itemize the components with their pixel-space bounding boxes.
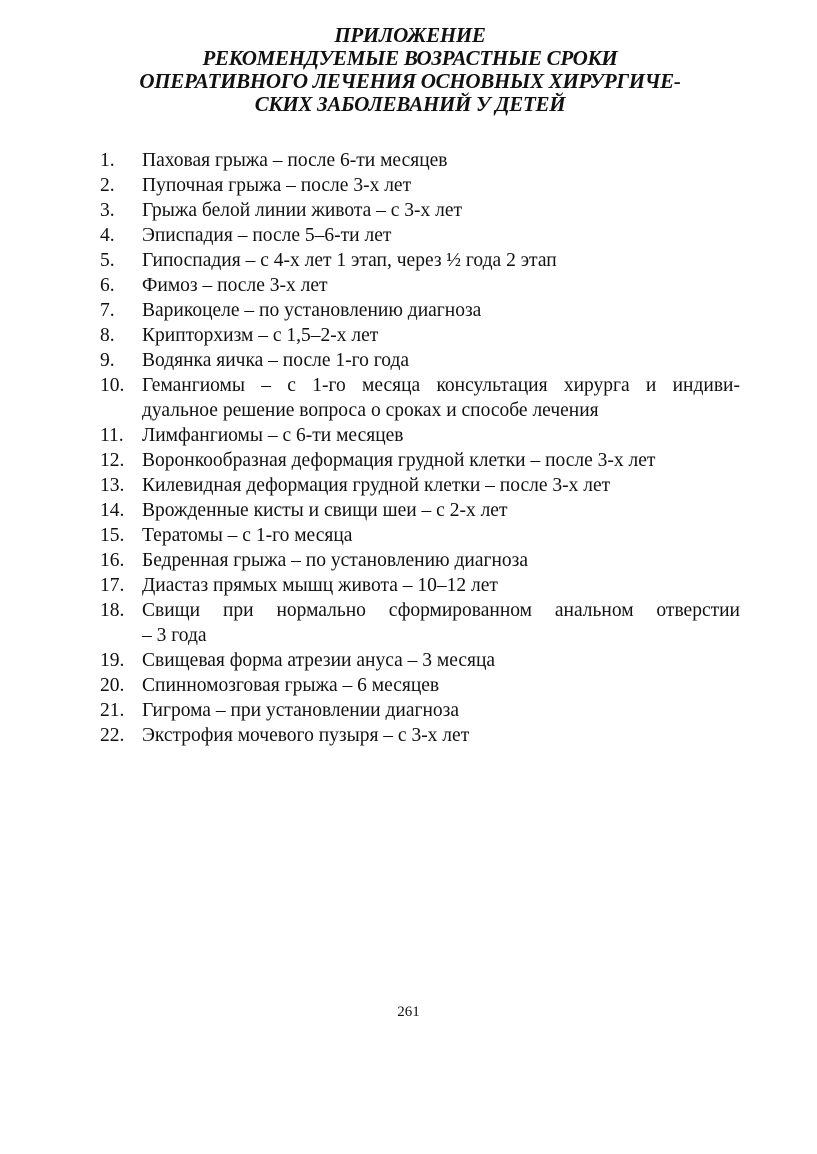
item-text: Крипторхизм – с 1,5–2-х лет (142, 325, 379, 346)
heading-line: РЕКОМЕНДУЕМЫЕ ВОЗРАСТНЫЕ СРОКИ (202, 46, 618, 70)
list-item (100, 373, 740, 423)
item-number: 6. (100, 275, 115, 296)
list-item (100, 248, 740, 273)
item-text: Грыжа белой линии живота – с 3-х лет (142, 200, 463, 221)
item-number: 5. (100, 250, 115, 271)
item-number: 14. (100, 500, 125, 521)
item-text: Гипоспадия – с 4-х лет 1 этап, через ½ года 2 этап (142, 250, 557, 271)
item-text: Водянка яичка – после 1-го года (142, 350, 410, 371)
item-number: 13. (100, 475, 125, 496)
list-item (100, 273, 740, 298)
list-item (100, 598, 740, 648)
list-item (100, 323, 740, 348)
list-item (100, 348, 740, 373)
item-text: Варикоцеле – по установлению диагноза (142, 300, 482, 321)
page-number: 261 (397, 1004, 420, 1020)
item-number: 9. (100, 350, 115, 371)
item-text: Гемангиомы – с 1-го месяца консультация хирурга и индиви- (142, 375, 740, 396)
item-text: Лимфангиомы – с 6-ти месяцев (142, 425, 404, 446)
item-number: 1. (100, 150, 115, 171)
item-text: Эписпадия – после 5–6-ти лет (142, 225, 392, 246)
item-number: 8. (100, 325, 115, 346)
surgery-age-list (100, 148, 740, 748)
item-text: Гигрома – при установлении диагноза (142, 700, 460, 721)
item-number: 16. (100, 550, 125, 571)
item-text-continuation: – 3 года (142, 625, 207, 646)
list-item (100, 148, 740, 173)
list-item (100, 573, 740, 598)
item-text: Бедренная грыжа – по установлению диагноза (142, 550, 529, 571)
list-item (100, 673, 740, 698)
item-number: 10. (100, 375, 125, 396)
item-text: Врожденные кисты и свищи шеи – с 2-х лет (142, 500, 508, 521)
item-text: Свищевая форма атрезии ануса – 3 месяца (142, 650, 496, 671)
list-item (100, 298, 740, 323)
item-number: 15. (100, 525, 125, 546)
item-text: Фимоз – после 3-х лет (142, 275, 328, 296)
item-number: 21. (100, 700, 125, 721)
item-text: Спинномозговая грыжа – 6 месяцев (142, 675, 440, 696)
item-number: 4. (100, 225, 115, 246)
list-item (100, 423, 740, 448)
list-item (100, 698, 740, 723)
item-text-continuation: дуальное решение вопроса о сроках и способе лечения (142, 400, 599, 421)
item-number: 3. (100, 200, 115, 221)
item-text: Пупочная грыжа – после 3-х лет (142, 175, 412, 196)
list-item (100, 198, 740, 223)
item-number: 11. (100, 425, 124, 446)
list-item (100, 473, 740, 498)
item-number: 7. (100, 300, 115, 321)
item-text: Килевидная деформация грудной клетки – после 3-х лет (142, 475, 611, 496)
item-number: 17. (100, 575, 125, 596)
item-text: Тератомы – с 1-го месяца (142, 525, 353, 546)
item-number: 22. (100, 725, 125, 746)
item-number: 18. (100, 600, 125, 621)
item-number: 19. (100, 650, 125, 671)
list-item (100, 723, 740, 748)
appendix-heading (100, 24, 720, 116)
item-text: Воронкообразная деформация грудной клетки – после 3-х лет (142, 450, 656, 471)
list-item (100, 548, 740, 573)
item-number: 20. (100, 675, 125, 696)
heading-line: ОПЕРАТИВНОГО ЛЕЧЕНИЯ ОСНОВНЫХ ХИРУРГИЧЕ- (139, 69, 681, 93)
list-item (100, 498, 740, 523)
item-number: 12. (100, 450, 125, 471)
list-item (100, 173, 740, 198)
list-item (100, 223, 740, 248)
item-number: 2. (100, 175, 115, 196)
list-item (100, 523, 740, 548)
list-item (100, 648, 740, 673)
item-text: Диастаз прямых мышц живота – 10–12 лет (142, 575, 498, 596)
list-item (100, 448, 740, 473)
heading-line: СКИХ ЗАБОЛЕВАНИЙ У ДЕТЕЙ (254, 92, 566, 116)
item-text: Свищи при нормально сформированном анальном отверстии (142, 600, 740, 621)
item-text: Паховая грыжа – после 6-ти месяцев (142, 150, 448, 171)
item-text: Экстрофия мочевого пузыря – с 3-х лет (142, 725, 470, 746)
heading-line: ПРИЛОЖЕНИЕ (334, 23, 486, 47)
